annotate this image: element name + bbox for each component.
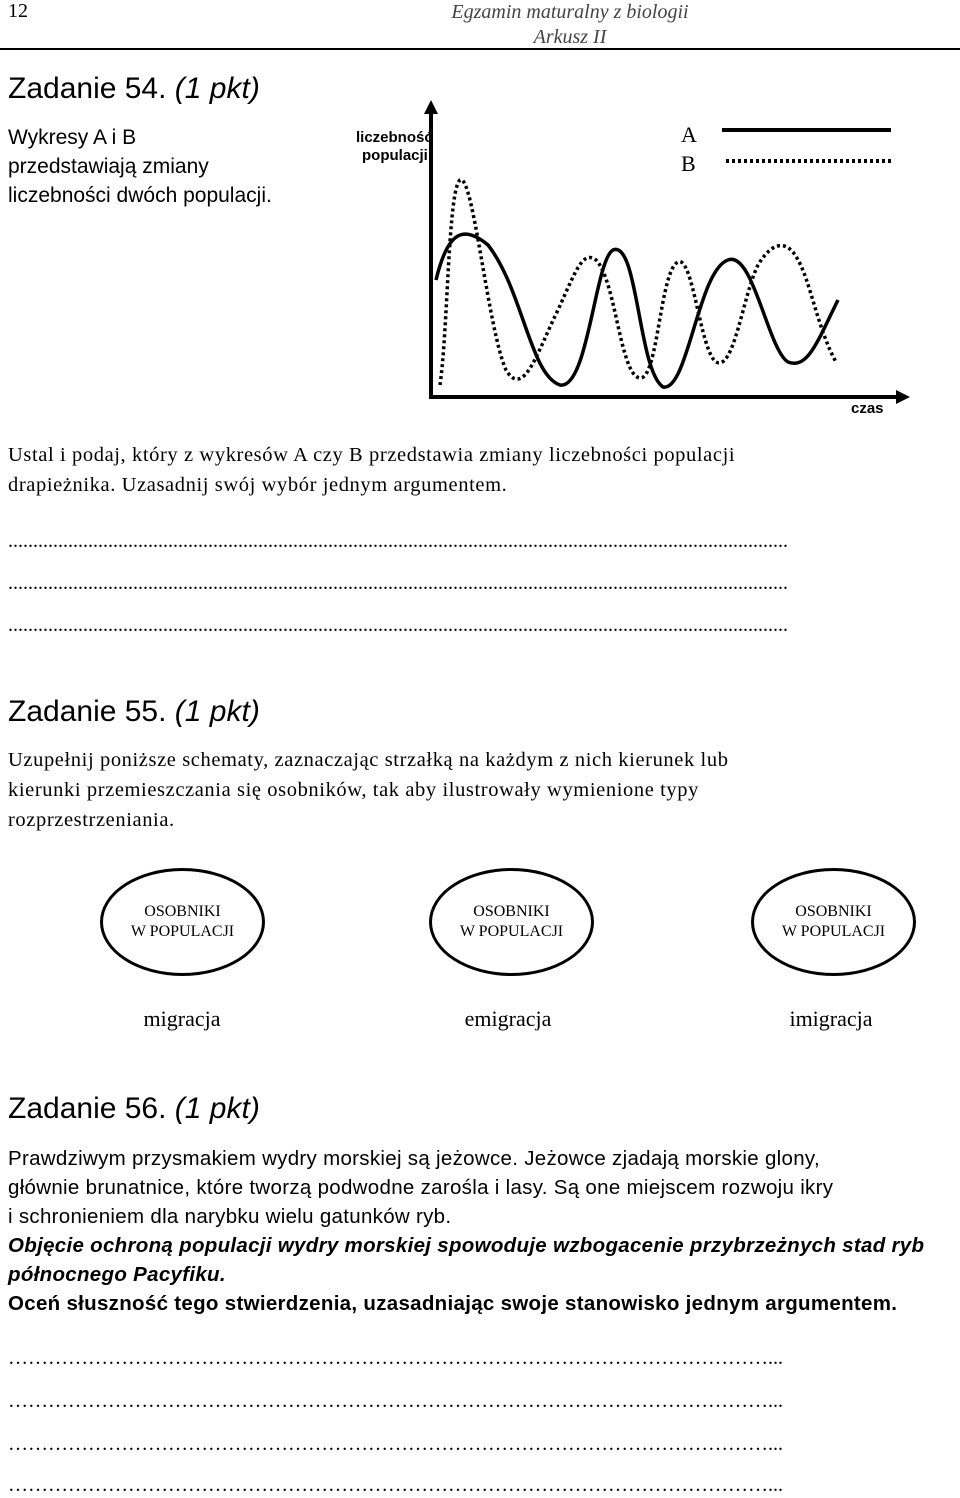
chart-ylabel-line2: populacji bbox=[362, 147, 428, 164]
task54-question-line2: drapieżnika. Uzasadnij swój wybór jednym argumentem. bbox=[8, 474, 508, 496]
legend-a-label: A bbox=[681, 122, 697, 147]
page-number: 12 bbox=[8, 0, 28, 22]
task54-intro-line3: liczebności dwóch populacji. bbox=[8, 184, 272, 207]
task55-heading bbox=[8, 695, 260, 729]
caption-emigracja: emigracja bbox=[464, 1006, 552, 1031]
task54-answer-line-1[interactable]: ............................................................................................................................................................ bbox=[8, 530, 788, 552]
task54-intro bbox=[8, 123, 308, 210]
task54-question bbox=[8, 440, 954, 500]
task56-answer-line-2[interactable]: ……………………………………………………………………………………………………... bbox=[8, 1390, 783, 1412]
oval-imigracja-line2: W POPULACJI bbox=[781, 923, 886, 940]
chart-ylabel-line1: liczebność bbox=[356, 129, 433, 146]
chart-y-arrow bbox=[424, 100, 438, 114]
task56-statement-line2: północnego Pacyfiku. bbox=[8, 1263, 226, 1286]
population-chart bbox=[348, 100, 918, 420]
exam-title-line1: Egzamin maturalny z biologii bbox=[451, 1, 689, 23]
task56-answer-line-4[interactable]: ……………………………………………………………………………………………………... bbox=[8, 1474, 783, 1496]
task54-answer-line-3[interactable]: ............................................................................................................................................................ bbox=[8, 614, 788, 636]
oval-migracja-line1: OSOBNIKI bbox=[144, 903, 221, 920]
task54-answer-line-2[interactable]: ............................................................................................................................................................ bbox=[8, 572, 788, 594]
caption-imigracja: imigracja bbox=[789, 1006, 873, 1031]
task56-text-line1: Prawdziwym przysmakiem wydry morskiej są jeżowce. Jeżowce zjadają morskie glony, bbox=[8, 1147, 820, 1170]
task56-answer-line-1[interactable]: ……………………………………………………………………………………………………... bbox=[8, 1347, 783, 1369]
chart-xlabel: czas bbox=[851, 400, 884, 417]
task54-heading bbox=[8, 72, 260, 106]
task56-instruction: Oceń słuszność tego stwierdzenia, uzasadniając swoje stanowisko jednym argumentem. bbox=[8, 1292, 898, 1315]
caption-migracja: migracja bbox=[143, 1006, 221, 1031]
task54-heading-points: (1 pkt) bbox=[174, 72, 260, 105]
task55-text-line3: rozprzestrzeniania. bbox=[8, 809, 175, 831]
task56-text-line2: głównie brunatnice, które tworzą podwodne zarośla i lasy. Są one miejscem rozwoju ikry bbox=[8, 1176, 834, 1199]
oval-imigracja-line1: OSOBNIKI bbox=[795, 903, 872, 920]
task56-text bbox=[8, 1144, 954, 1318]
task56-answer-line-3[interactable]: ……………………………………………………………………………………………………... bbox=[8, 1433, 783, 1455]
oval-migracja-line2: W POPULACJI bbox=[130, 923, 235, 940]
oval-emigracja-line1: OSOBNIKI bbox=[473, 903, 550, 920]
oval-emigracja[interactable] bbox=[429, 868, 594, 976]
task56-text-line3: i schronieniem dla narybku wielu gatunków ryb. bbox=[8, 1205, 452, 1228]
chart-x-arrow bbox=[896, 390, 910, 404]
header-divider bbox=[0, 48, 960, 50]
task54-intro-line1: Wykresy A i B bbox=[8, 126, 137, 149]
task56-heading-points: (1 pkt) bbox=[174, 1092, 260, 1125]
task55-heading-title: Zadanie 55. bbox=[8, 695, 167, 728]
legend-b-label: B bbox=[681, 151, 696, 176]
task55-heading-points: (1 pkt) bbox=[174, 695, 260, 728]
task56-statement-line1: Objęcie ochroną populacji wydry morskiej spowoduje wzbogacenie przybrzeżnych stad ryb bbox=[8, 1234, 925, 1257]
task54-question-line1: Ustal i podaj, który z wykresów A czy B przedstawia zmiany liczebności populacji bbox=[8, 444, 736, 466]
series-a-line bbox=[436, 234, 838, 387]
oval-imigracja[interactable] bbox=[751, 868, 916, 976]
exam-title-line2: Arkusz II bbox=[533, 26, 607, 48]
oval-emigracja-line2: W POPULACJI bbox=[459, 923, 564, 940]
task56-heading-title: Zadanie 56. bbox=[8, 1092, 167, 1125]
task54-heading-title: Zadanie 54. bbox=[8, 72, 167, 105]
exam-title bbox=[300, 0, 840, 50]
task54-intro-line2: przedstawiają zmiany bbox=[8, 155, 209, 178]
task55-text-line2: kierunki przemieszczania się osobników, tak aby ilustrowały wymienione typy bbox=[8, 779, 699, 801]
task55-text-line1: Uzupełnij poniższe schematy, zaznaczając strzałką na każdym z nich kierunek lub bbox=[8, 749, 729, 771]
task55-text bbox=[8, 745, 954, 835]
oval-migracja[interactable] bbox=[100, 868, 265, 976]
task56-heading bbox=[8, 1092, 260, 1126]
series-b-line bbox=[440, 180, 836, 385]
